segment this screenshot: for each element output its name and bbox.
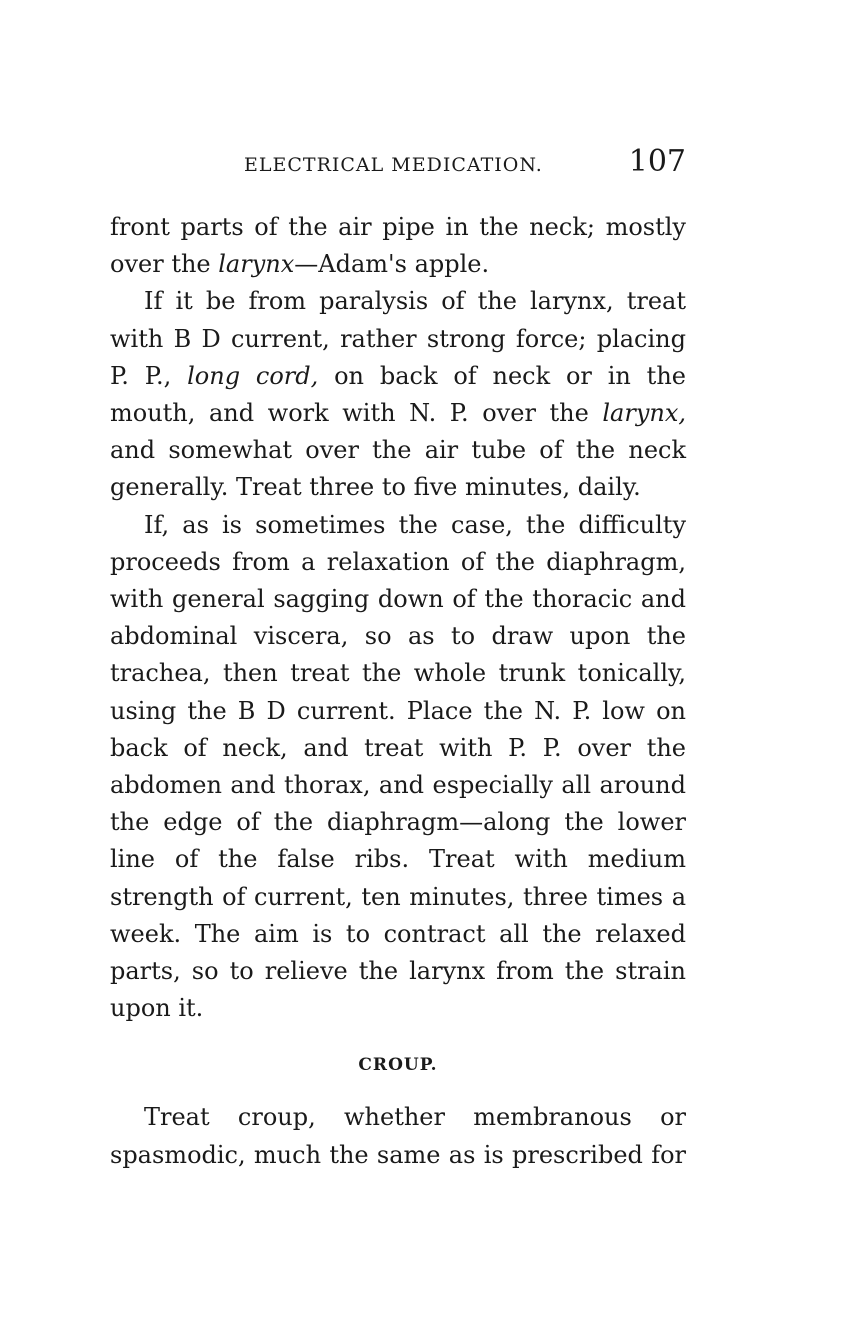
running-title: ELECTRICAL MEDICATION. (244, 154, 543, 176)
paragraph-2-emphasis-1: long cord, (187, 361, 319, 390)
paragraph-1 (110, 209, 686, 283)
paragraph-2-emphasis-2: larynx, (602, 399, 686, 428)
paragraph-2-text-e: and somewhat over the air tube of the neck generally. Treat three to five minutes, daily. (110, 436, 686, 502)
paragraph-2 (110, 283, 686, 506)
page-header (244, 144, 686, 184)
section-heading: CROUP. (358, 1055, 438, 1076)
paragraph-3: If, as is sometimes the case, the difficulty proceeds from a relaxation of the diaphragm, with general sagging down of the thoracic and abdominal viscera, so as to draw upon the trachea, then treat the whole trunk tonically, using the B D current. Place the N. P. low on back of neck, and treat with P. P. over the abdomen and thorax, and especially all around the edge of the diaphragm—along the lower line of the false ribs. Treat with medium strength of current, ten minutes, three times a week. The aim is to contract all the relaxed parts, so to relieve the larynx from the strain upon it. (110, 510, 686, 1023)
page-number: 107 (628, 144, 686, 179)
paragraph-1-text-c: —Adam's apple. (294, 250, 490, 279)
paragraph-2-text-a: If it be from paralysis of the larynx, treat with B D current, rather strong force; placing P. P., (110, 287, 686, 390)
body-text (110, 209, 686, 1174)
paragraph-1-emphasis: larynx (218, 250, 295, 279)
paragraph-1-text-a: front parts of the air pipe in the neck; mostly over the (110, 213, 686, 279)
paragraph-2-text-c: on back of neck or in the mouth, and work with N. P. over the (110, 361, 686, 428)
paragraph-4: Treat croup, whether membranous or spasmodic, much the same as is prescribed for (110, 1103, 686, 1169)
